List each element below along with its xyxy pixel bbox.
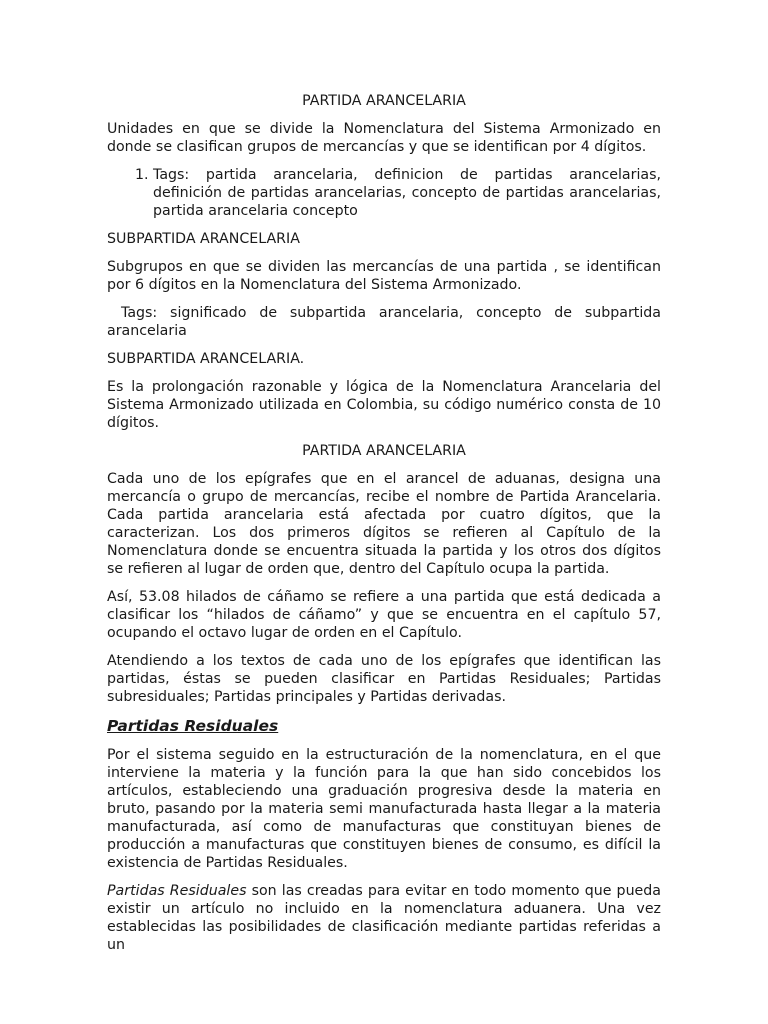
paragraph-residuales-definition (107, 882, 661, 954)
paragraph-prolongacion: Es la prolongación razonable y lógica de la Nomenclatura Arancelaria del Sistema Armonizado utilizada en Colombia, su código numérico consta de 10 dígitos. (107, 379, 661, 431)
section-title-partida-2: PARTIDA ARANCELARIA (302, 443, 466, 459)
paragraph-residuales-system: Por el sistema seguido en la estructuración de la nomenclatura, en el que interviene la materia y la función para la que han sido concebidos los artículos, estableciendo una graduación progresiva desde la materia en bruto, pasando por la materia semi manufacturada hasta llegar a la materia manufacturada, así como de manufacturas que constituyan bienes de producción a manufacturas que constituyen bienes de consumo, es difícil la existencia de Partidas Residuales. (107, 747, 661, 871)
document-body (107, 92, 661, 964)
tags-item: 1. Tags: partida arancelaria, definicion de partidas arancelarias, definición de partidas arancelarias, concepto de partidas arancelarias, partida arancelaria concepto (153, 166, 661, 220)
heading-partidas-residuales: Partidas Residuales (107, 717, 279, 735)
paragraph-epigrafes: Cada uno de los epígrafes que en el arancel de aduanas, designa una mercancía o grupo de mercancías, recibe el nombre de Partida Arancelaria. Cada partida arancelaria está afectada por cuatro dígitos, que la caracterizan. Los dos primeros dígitos se refieren al Capítulo de la Nomenclatura donde se encuentra situada la partida y los otros dos dígitos se refieren al lugar de orden que, dentro del Capítulo ocupa la partida. (107, 471, 661, 577)
paragraph-definition-subpartida: Subgrupos en que se dividen las mercancías de una partida , se identifican por 6 dígitos en la Nomenclatura del Sistema Armonizado. (107, 259, 661, 293)
paragraph-text: son las creadas para evitar en todo momento que pueda existir un artículo no incluido en la nomenclatura aduanera. Una vez establecidas las posibilidades de clasificación mediante partidas referidas a un (107, 883, 661, 953)
section-title-subpartida: SUBPARTIDA ARANCELARIA (107, 231, 300, 247)
section-title-partida: PARTIDA ARANCELARIA (302, 93, 466, 109)
section-title-subpartida-2: SUBPARTIDA ARANCELARIA. (107, 351, 305, 367)
paragraph-definition-partida: Unidades en que se divide la Nomenclatura del Sistema Armonizado en donde se clasifican grupos de mercancías y que se identifican por 4 dígitos. (107, 121, 661, 155)
paragraph-classification: Atendiendo a los textos de cada uno de los epígrafes que identifican las partidas, éstas se pueden clasificar en Partidas Residuales; Partidas subresiduales; Partidas principales y Partidas derivadas. (107, 653, 661, 705)
tags-subpartida: Tags: significado de subpartida arancelaria, concepto de subpartida arancelaria (107, 305, 661, 339)
tags-list (107, 166, 661, 220)
paragraph-example-canamo: Así, 53.08 hilados de cáñamo se refiere a una partida que está dedicada a clasificar los “hilados de cáñamo” y que se encuentra en el capítulo 57, ocupando el octavo lugar de orden en el Capítulo. (107, 589, 661, 641)
italic-term: Partidas Residuales (107, 883, 247, 899)
